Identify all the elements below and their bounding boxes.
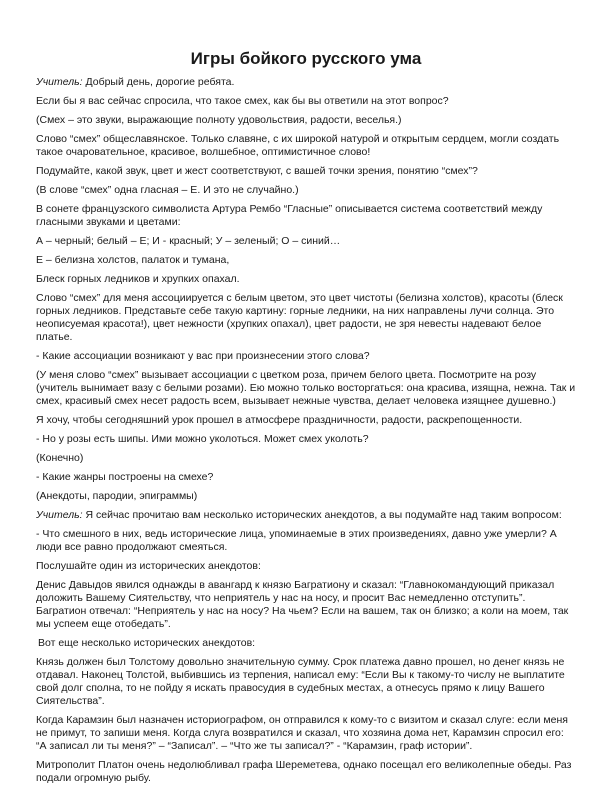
paragraph: Слово “смех” для меня ассоциируется с белым цветом, это цвет чистоты (белизна холстов), красоты (блеск горных ледников. Представьте себе такую картину: горные ледники, на них направлены лучи солнца. Это неописуемая красота!), цвет нежности (хрупких опахал), цвет радости, не зря невесты надевают белое платье.	[36, 292, 563, 343]
paragraph: Вот еще несколько исторических анекдотов:	[38, 637, 256, 649]
paragraph: (У меня слово “смех” вызывает ассоциации с цветком роза, причем белого цвета. Посмотрите на розу (учитель вынимает вазу с белыми розами). Ею можно только восторгаться: она красива, изящна, нежна. Так и смех, красивый смех несет радость всем, вызывает нежные чувства, делает человека изящнее душевно.)	[36, 369, 576, 407]
paragraph: - Но у розы есть шипы. Ими можно уколоться. Может смех уколоть?	[36, 433, 369, 445]
paragraph: Послушайте один из исторических анекдотов:	[36, 560, 261, 572]
paragraph: Я хочу, чтобы сегодняшний урок прошел в атмосфере праздничности, радости, раскрепощенности.	[36, 414, 523, 426]
paragraph: - Что смешного в них, ведь исторические лица, упоминаемые в этих произведениях, давно уже умерли? А люди все равно продолжают смеяться.	[36, 528, 557, 553]
paragraph: (Анекдоты, пародии, эпиграммы)	[36, 490, 198, 502]
paragraph: Слово “смех” общеславянское. Только славяне, с их широкой натурой и открытым сердцем, могли создать такое очаровательное, красивое, волшебное, оптимистичное слово!	[36, 133, 560, 158]
paragraph: Князь должен был Толстому довольно значительную сумму. Срок платежа давно прошел, но денег князь не отдавал. Наконец Толстой, выбившись из терпения, написал ему: “Если Вы к такому-то числу не выплатите свой долг сполна, то не пойду я искать правосудия в судебных местах, а отнесусь прямо к лицу Вашего Сиятельства”.	[36, 656, 565, 707]
paragraph: (Смех – это звуки, выражающие полноту удовольствия, радости, веселья.)	[36, 114, 402, 126]
paragraph: - Какие ассоциации возникают у вас при произнесении этого слова?	[36, 350, 370, 362]
paragraph: Учитель: Я сейчас прочитаю вам несколько исторических анекдотов, а вы подумайте над таким вопросом:	[36, 509, 562, 521]
paragraph: (Конечно)	[36, 452, 84, 464]
paragraph: Когда Карамзин был назначен историографом, он отправился к кому-то с визитом и сказал слуге: если меня не примут, то запиши меня. Когда слуга возвратился и сказал, что хозяина дома нет, Карамзин спросил его: “А записал ли ты меня?” – “Записал”. – “Что же ты записал?” - “Карамзин, граф истории”.	[36, 714, 568, 752]
paragraph: Подумайте, какой звук, цвет и жест соответствуют, с вашей точки зрения, понятию “смех”?	[36, 165, 478, 177]
speaker-label: Учитель:	[36, 509, 83, 521]
paragraph: Блеск горных ледников и хрупких опахал.	[36, 273, 240, 285]
speaker-label: Учитель:	[36, 76, 83, 88]
paragraph: - Какие жанры построены на смехе?	[36, 471, 214, 483]
paragraph: Е – белизна холстов, палаток и тумана,	[36, 254, 230, 266]
paragraph: Учитель: Добрый день, дорогие ребята.	[36, 76, 235, 88]
page-title: Игры бойкого русского ума	[190, 49, 422, 68]
paragraph: В сонете французского символиста Артура Рембо “Гласные” описывается система соответствий между гласными звуками и цветами:	[36, 203, 543, 228]
paragraph: Денис Давыдов явился однажды в авангард к князю Багратиону и сказал: “Главнокомандующий приказал доложить Вашему Сиятельству, что неприятель у нас на носу, и просит Вас немедленно отступить”. Багратион отвечал: “Неприятель у нас на носу? На чьем? Если на вашем, так он близко; а коли на моем, так мы успеем еще отобедать”.	[36, 579, 569, 630]
paragraph: Если бы я вас сейчас спросила, что такое смех, как бы вы ответили на этот вопрос?	[36, 95, 449, 107]
paragraph: Митрополит Платон очень недолюбливал графа Шереметева, однако посещал его великолепные обеды. Раз подали огромную рыбу.	[36, 759, 572, 784]
paragraph: А – черный; белый – Е; И - красный; У – зеленый; О – синий…	[36, 235, 341, 247]
paragraph: (В слове “смех” одна гласная – Е. И это не случайно.)	[36, 184, 299, 196]
